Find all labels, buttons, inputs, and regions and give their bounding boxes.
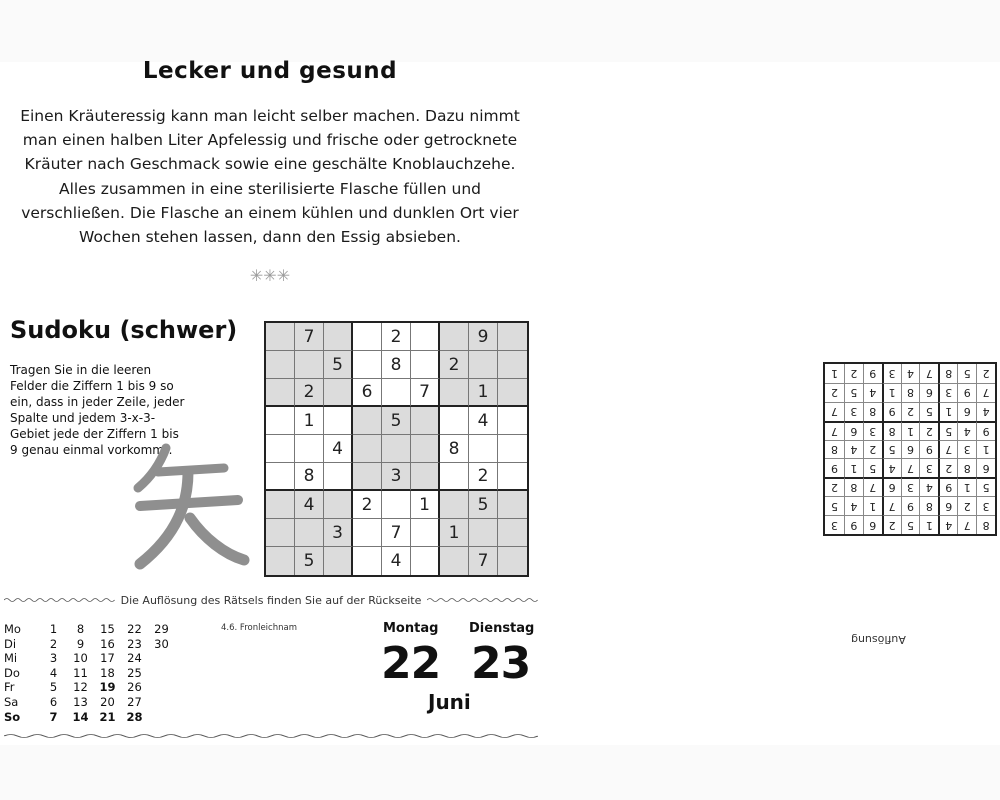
solution-cell: 2	[825, 477, 844, 496]
sudoku-cell	[498, 519, 527, 547]
calendar-date: 29	[154, 622, 169, 636]
kanji-ya-icon	[130, 442, 250, 570]
solution-label: Auflösung	[851, 633, 906, 646]
calendar-date: 26	[127, 680, 142, 695]
sudoku-cell	[324, 463, 353, 491]
solution-cell: 8	[976, 515, 995, 534]
solution-cell: 9	[976, 421, 995, 440]
solution-cell: 3	[976, 496, 995, 515]
sudoku-cell	[353, 463, 382, 491]
solution-cell: 3	[919, 458, 938, 477]
solution-cell: 4	[957, 421, 976, 440]
weekday-label: Mi	[4, 651, 18, 666]
weekday-label: Di	[4, 636, 17, 651]
sudoku-cell: 7	[469, 547, 498, 575]
calendar-date: 1	[49, 622, 58, 636]
sudoku-cell: 2	[353, 491, 382, 519]
solution-cell: 5	[957, 364, 976, 383]
calendar-date: 3	[49, 651, 58, 666]
sudoku-cell	[411, 407, 440, 435]
sudoku-cell: 4	[382, 547, 411, 575]
solution-cell: 5	[844, 383, 863, 402]
sudoku-cell: 4	[324, 435, 353, 463]
month-calendar	[4, 622, 175, 724]
sudoku-cell: 7	[382, 519, 411, 547]
holiday-note: 4.6. Fronleichnam	[221, 623, 297, 633]
sudoku-cell	[266, 547, 295, 575]
calendar-date: 2	[49, 636, 58, 651]
tip-text: Einen Kräuteressig kann man leicht selber machen. Dazu nimmt man einen halben Liter Apfelessig und frische oder getrocknete Kräuter nach Geschmack sowie eine geschälte Knoblauchzehe. Alles zusammen in eine sterilisierte Flasche füllen und verschließen. Die Flasche an einem kühlen und dunklen Ort vier Wochen stehen lassen, dann den Essig absieben.	[20, 107, 520, 247]
solution-cell: 4	[919, 477, 938, 496]
calendar-date	[148, 710, 175, 725]
sudoku-cell	[295, 351, 324, 379]
calendar-date: 23	[127, 636, 142, 651]
solution-cell: 5	[976, 477, 995, 496]
solution-cell: 3	[938, 383, 957, 402]
sudoku-cell	[324, 379, 353, 407]
solution-cell: 7	[901, 458, 920, 477]
solution-cell: 1	[957, 477, 976, 496]
solution-cell: 3	[882, 364, 901, 383]
solution-cell: 8	[938, 364, 957, 383]
sudoku-cell	[469, 435, 498, 463]
sudoku-cell	[411, 463, 440, 491]
sudoku-cell	[440, 407, 469, 435]
solution-cell: 5	[919, 402, 938, 421]
solution-cell: 6	[844, 421, 863, 440]
solution-cell: 1	[844, 458, 863, 477]
sudoku-cell: 2	[382, 323, 411, 351]
calendar-row	[4, 695, 175, 710]
solution-cell: 3	[957, 440, 976, 459]
sudoku-cell	[266, 407, 295, 435]
solution-cell: 8	[919, 496, 938, 515]
solution-cell: 8	[882, 421, 901, 440]
calendar-date: 19	[99, 680, 116, 695]
calendar-date: 11	[73, 665, 88, 680]
sudoku-cell	[353, 519, 382, 547]
solution-cell: 9	[863, 364, 882, 383]
solution-cell: 2	[825, 383, 844, 402]
sudoku-cell	[440, 323, 469, 351]
calendar-date: 4	[49, 665, 58, 680]
sudoku-cell	[382, 435, 411, 463]
calendar-date: 21	[99, 709, 116, 724]
sudoku-cell: 8	[295, 463, 324, 491]
sudoku-cell	[440, 379, 469, 407]
sudoku-cell	[411, 351, 440, 379]
tip-title: Lecker und gesund	[142, 58, 398, 84]
solution-cell: 7	[825, 402, 844, 421]
sudoku-cell	[440, 463, 469, 491]
solution-cell: 9	[938, 477, 957, 496]
solution-cell: 2	[863, 440, 882, 459]
calendar-date: 27	[127, 694, 142, 709]
sudoku-cell	[498, 351, 527, 379]
solution-hint-text: Die Auflösung des Rätsels finden Sie auf der Rückseite	[120, 593, 422, 607]
weekday-label: Fr	[4, 680, 15, 695]
weekday-label: So	[4, 709, 21, 724]
calendar-date: 28	[126, 709, 143, 724]
sudoku-cell: 1	[440, 519, 469, 547]
solution-cell: 8	[957, 458, 976, 477]
solution-cell: 6	[863, 515, 882, 534]
calendar-date: 14	[72, 709, 89, 724]
solution-cell: 2	[919, 421, 938, 440]
calendar-row	[4, 666, 175, 681]
calendar-date: 17	[100, 651, 115, 666]
sudoku-cell	[440, 547, 469, 575]
solution-cell: 2	[938, 458, 957, 477]
sudoku-cell: 5	[469, 491, 498, 519]
solution-cell: 4	[938, 515, 957, 534]
sudoku-cell: 2	[469, 463, 498, 491]
sudoku-cell	[498, 491, 527, 519]
sudoku-cell	[469, 519, 498, 547]
sudoku-cell	[411, 323, 440, 351]
solution-cell: 1	[901, 421, 920, 440]
separator-stars: ✳✳✳	[249, 266, 291, 285]
calendar-row	[4, 637, 175, 652]
sudoku-cell: 5	[382, 407, 411, 435]
sudoku-cell: 4	[469, 407, 498, 435]
wave-line-right	[427, 597, 538, 603]
day-number-23: 23	[471, 638, 531, 689]
solution-cell: 6	[938, 496, 957, 515]
solution-grid	[823, 362, 997, 536]
sudoku-cell	[469, 351, 498, 379]
sudoku-cell	[353, 407, 382, 435]
sudoku-cell: 1	[411, 491, 440, 519]
solution-cell: 8	[825, 440, 844, 459]
sudoku-cell	[498, 435, 527, 463]
sudoku-cell	[411, 547, 440, 575]
solution-cell: 7	[919, 364, 938, 383]
sudoku-cell: 3	[324, 519, 353, 547]
calendar-row	[4, 710, 175, 725]
solution-cell: 9	[844, 515, 863, 534]
sudoku-cell	[353, 323, 382, 351]
sudoku-cell	[498, 379, 527, 407]
calendar-date	[148, 680, 175, 695]
sudoku-cell	[382, 491, 411, 519]
solution-cell: 7	[938, 440, 957, 459]
sudoku-cell	[353, 351, 382, 379]
solution-cell: 5	[882, 440, 901, 459]
solution-cell: 9	[919, 440, 938, 459]
sudoku-cell	[440, 491, 469, 519]
solution-hint	[4, 593, 538, 607]
sudoku-cell: 1	[469, 379, 498, 407]
bottom-band	[0, 745, 1000, 800]
sudoku-cell	[324, 547, 353, 575]
solution-cell: 1	[863, 496, 882, 515]
sudoku-instructions: Tragen Sie in die leeren Felder die Ziffern 1 bis 9 so ein, dass in jeder Zeile, jeder Spalte und jedem 3-x-3-Gebiet jede der Ziffern 1 bis 9 genau einmal vorkommt.	[10, 363, 185, 457]
calendar-date: 8	[76, 622, 85, 636]
solution-cell: 9	[901, 496, 920, 515]
sudoku-cell	[382, 379, 411, 407]
sudoku-cell: 6	[353, 379, 382, 407]
sudoku-cell	[295, 435, 324, 463]
sudoku-cell: 8	[382, 351, 411, 379]
sudoku-cell	[266, 435, 295, 463]
solution-cell: 7	[976, 383, 995, 402]
sudoku-cell	[266, 323, 295, 351]
calendar-row	[4, 680, 175, 695]
calendar-date: 10	[73, 651, 88, 666]
sudoku-cell	[498, 407, 527, 435]
sudoku-cell	[266, 379, 295, 407]
solution-cell: 4	[844, 440, 863, 459]
sudoku-cell: 5	[324, 351, 353, 379]
calendar-date: 22	[127, 622, 142, 636]
calendar-row	[4, 622, 175, 637]
solution-cell: 9	[825, 458, 844, 477]
solution-cell: 6	[976, 458, 995, 477]
solution-cell: 5	[825, 496, 844, 515]
calendar-row	[4, 651, 175, 666]
calendar-date: 9	[76, 636, 85, 651]
solution-cell: 3	[863, 421, 882, 440]
top-band	[0, 0, 1000, 62]
solution-cell: 2	[882, 515, 901, 534]
calendar-date: 25	[127, 665, 142, 680]
solution-cell: 8	[844, 477, 863, 496]
solution-cell: 1	[830, 366, 838, 380]
solution-cell: 7	[882, 496, 901, 515]
day-number-22: 22	[381, 638, 441, 689]
calendar-date: 16	[100, 636, 115, 651]
wave-line-left	[4, 597, 115, 603]
sudoku-cell: 7	[295, 323, 324, 351]
sudoku-cell: 5	[295, 547, 324, 575]
solution-cell: 8	[863, 402, 882, 421]
wave-line-bottom	[4, 732, 538, 740]
sudoku-title: Sudoku (schwer)	[10, 316, 238, 344]
sudoku-cell: 4	[295, 491, 324, 519]
calendar-date: 20	[100, 694, 115, 709]
weekday-label: Sa	[4, 694, 19, 709]
solution-cell: 9	[882, 402, 901, 421]
solution-cell: 9	[957, 383, 976, 402]
solution-cell: 6	[882, 477, 901, 496]
solution-cell: 2	[844, 364, 863, 383]
solution-cell: 3	[825, 515, 844, 534]
sudoku-cell	[498, 547, 527, 575]
sudoku-cell	[498, 323, 527, 351]
calendar-date	[148, 651, 175, 666]
sudoku-cell	[295, 519, 324, 547]
solution-cell: 8	[901, 383, 920, 402]
calendar-date: 7	[49, 709, 58, 724]
calendar-date: 18	[100, 665, 115, 680]
sudoku-cell: 1	[295, 407, 324, 435]
solution-cell: 5	[938, 421, 957, 440]
solution-cell: 1	[882, 383, 901, 402]
month-name: Juni	[428, 690, 471, 714]
weekday-label: Do	[4, 665, 20, 680]
calendar-date	[148, 695, 175, 710]
sudoku-cell: 2	[440, 351, 469, 379]
sudoku-cell	[353, 435, 382, 463]
sudoku-cell	[266, 351, 295, 379]
calendar-date: 13	[73, 694, 88, 709]
sudoku-cell: 2	[295, 379, 324, 407]
calendar-date: 6	[49, 694, 58, 709]
solution-cell: 2	[976, 364, 995, 383]
sudoku-cell	[324, 491, 353, 519]
calendar-date	[148, 666, 175, 681]
sudoku-cell: 9	[469, 323, 498, 351]
sudoku-cell	[266, 491, 295, 519]
sudoku-cell: 3	[382, 463, 411, 491]
solution-cell: 6	[919, 383, 938, 402]
calendar-date: 30	[154, 636, 169, 651]
weekday-label: Mo	[4, 622, 21, 636]
solution-cell: 1	[938, 402, 957, 421]
sudoku-cell	[411, 435, 440, 463]
sudoku-cell	[498, 463, 527, 491]
calendar-date: 24	[127, 651, 142, 666]
solution-cell: 5	[901, 515, 920, 534]
solution-cell: 1	[976, 440, 995, 459]
solution-cell: 2	[901, 402, 920, 421]
solution-cell: 2	[957, 496, 976, 515]
solution-cell: 4	[863, 383, 882, 402]
sudoku-cell	[324, 323, 353, 351]
solution-cell: 7	[957, 515, 976, 534]
day-name-monday: Montag	[383, 621, 439, 636]
solution-cell: 4	[882, 458, 901, 477]
sudoku-grid	[264, 321, 529, 577]
solution-cell: 4	[976, 402, 995, 421]
sudoku-cell	[266, 463, 295, 491]
solution-cell: 1	[919, 515, 938, 534]
solution-cell: 6	[901, 440, 920, 459]
sudoku-cell	[266, 519, 295, 547]
sudoku-cell: 7	[411, 379, 440, 407]
solution-cell: 5	[863, 458, 882, 477]
sudoku-cell	[324, 407, 353, 435]
solution-cell: 4	[901, 364, 920, 383]
sudoku-cell	[411, 519, 440, 547]
calendar-date: 5	[49, 680, 58, 695]
solution-cell: 4	[844, 496, 863, 515]
solution-cell: 3	[844, 402, 863, 421]
sudoku-cell: 8	[440, 435, 469, 463]
calendar-date: 15	[100, 622, 115, 636]
solution-cell: 6	[957, 402, 976, 421]
solution-cell: 7	[863, 477, 882, 496]
solution-cell: 7	[825, 421, 844, 440]
calendar-date: 12	[73, 680, 88, 695]
day-name-tuesday: Dienstag	[469, 621, 535, 636]
solution-cell: 3	[901, 477, 920, 496]
sudoku-cell	[353, 547, 382, 575]
